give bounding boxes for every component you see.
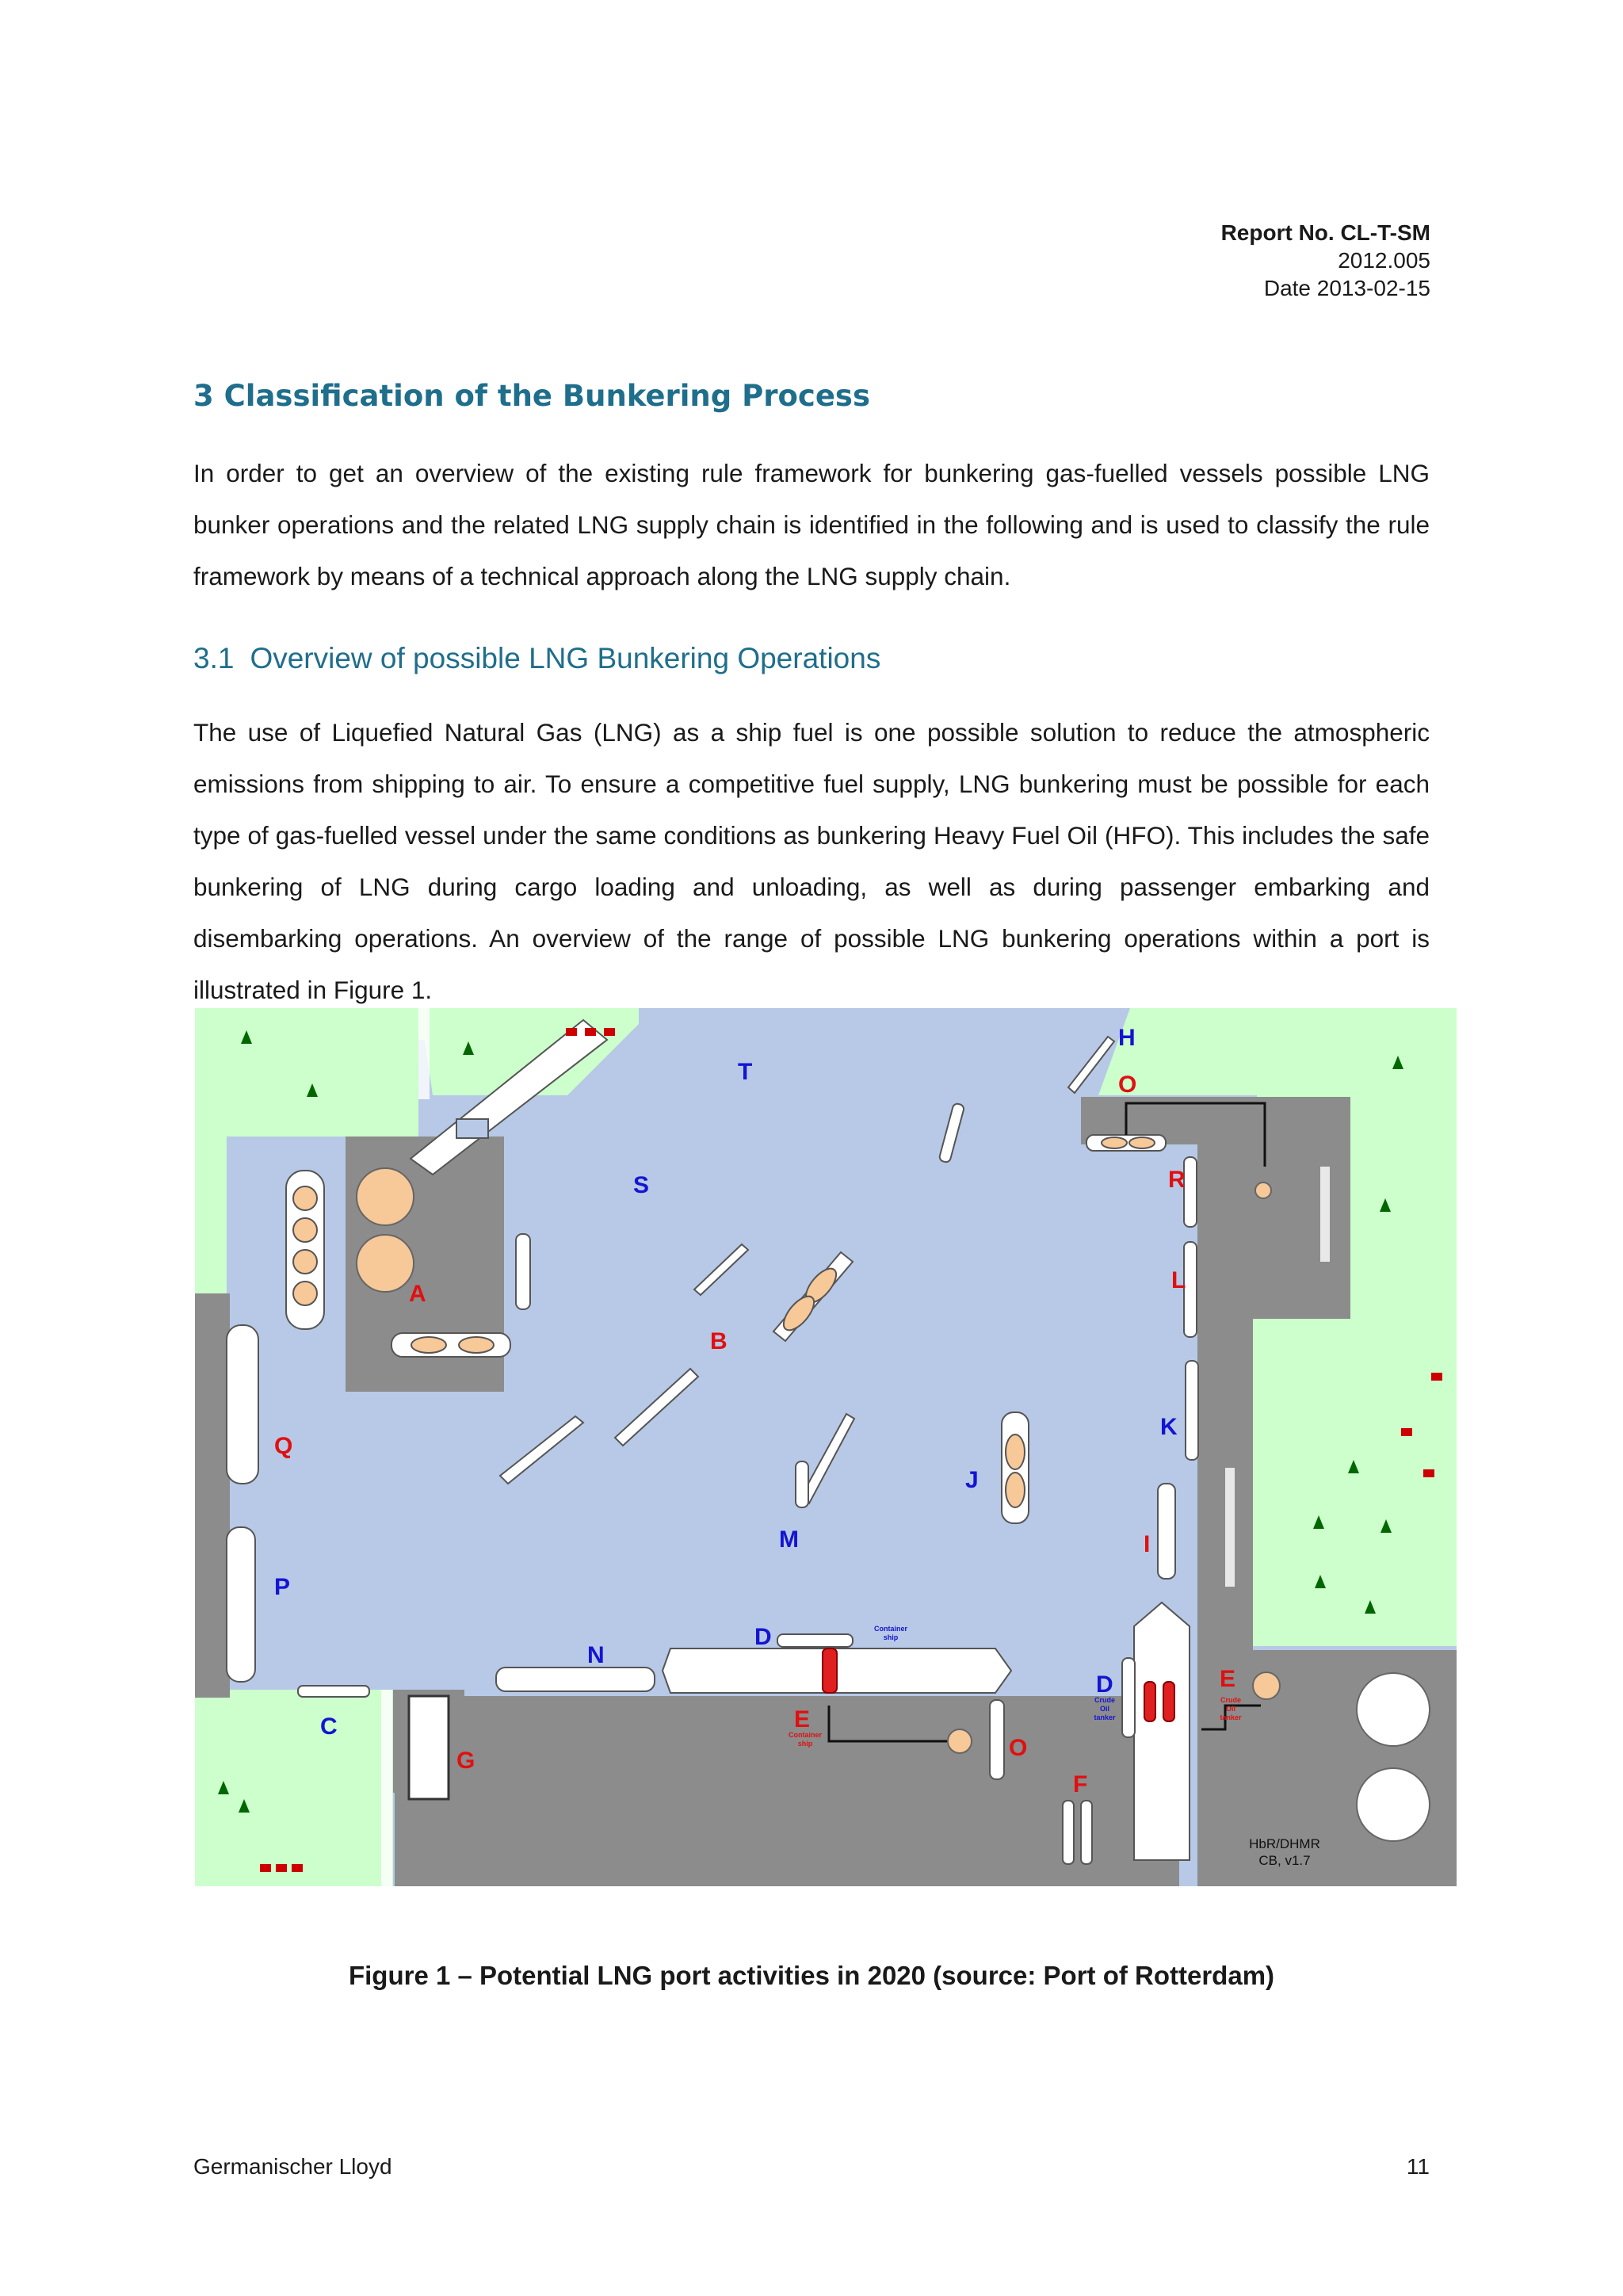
label-d-right: D bbox=[1096, 1671, 1113, 1698]
label-a: A bbox=[409, 1281, 426, 1307]
subsection-title bbox=[193, 642, 880, 675]
container-ship-bottom-line1: Container bbox=[788, 1731, 823, 1739]
road-right bbox=[1225, 1468, 1235, 1587]
crude-right-line2: Oil bbox=[1225, 1705, 1236, 1713]
bunker-vessel-m bbox=[796, 1461, 808, 1507]
land-right-mid bbox=[1249, 1317, 1457, 1646]
bunker-barge-o-bottom bbox=[990, 1700, 1004, 1779]
lng-truck-station-g bbox=[409, 1696, 449, 1799]
crude-oil-tanker bbox=[1134, 1603, 1190, 1860]
label-g: G bbox=[456, 1748, 475, 1774]
bunker-barge-o-top bbox=[1086, 1135, 1166, 1151]
ro-ro-ship-n bbox=[496, 1668, 655, 1691]
road-right-2 bbox=[1320, 1167, 1330, 1262]
label-t: T bbox=[738, 1059, 753, 1085]
lng-tank-o-bottom bbox=[948, 1729, 972, 1753]
lng-tank bbox=[357, 1168, 414, 1225]
crude-left-line2: Oil bbox=[1099, 1705, 1110, 1713]
crude-tank-e bbox=[1253, 1672, 1280, 1699]
page-number: 11 bbox=[1406, 2154, 1430, 2179]
barge-c bbox=[298, 1686, 369, 1697]
port-activities-figure bbox=[195, 1008, 1457, 1886]
label-n: N bbox=[587, 1642, 605, 1668]
label-p: P bbox=[274, 1574, 291, 1600]
label-e-mid: E bbox=[794, 1706, 811, 1733]
lng-tank-r bbox=[1255, 1182, 1271, 1198]
lng-vessel-j bbox=[1002, 1412, 1029, 1523]
label-d-mid: D bbox=[754, 1624, 772, 1650]
lng-carrier-terminal-a bbox=[286, 1171, 324, 1329]
report-date: Date 2013-02-15 bbox=[1263, 276, 1430, 300]
crude-right-line3: tanker bbox=[1220, 1713, 1242, 1721]
subsection-title-text: Overview of possible LNG Bunkering Operations bbox=[250, 642, 881, 674]
container-ship-top-line2: ship bbox=[883, 1633, 899, 1641]
label-r: R bbox=[1168, 1167, 1186, 1193]
label-b: B bbox=[710, 1328, 727, 1354]
label-f: F bbox=[1073, 1771, 1088, 1797]
container-ship-bottom-line2: ship bbox=[797, 1740, 813, 1748]
container-ship-top-line1: Container bbox=[873, 1625, 908, 1633]
figure-credit-line2: CB, v1.7 bbox=[1258, 1853, 1311, 1868]
lng-bunker-barge-d bbox=[777, 1634, 853, 1647]
ship-i bbox=[1158, 1484, 1175, 1579]
lng-tank bbox=[357, 1235, 414, 1292]
report-id: 2012.005 bbox=[1338, 248, 1430, 273]
ship-l bbox=[1184, 1242, 1197, 1337]
label-l: L bbox=[1171, 1267, 1186, 1293]
label-e-right: E bbox=[1220, 1666, 1236, 1692]
label-o-top: O bbox=[1118, 1072, 1137, 1098]
label-c: C bbox=[320, 1713, 338, 1740]
ship-p bbox=[227, 1527, 255, 1682]
bunker-vessel-a bbox=[391, 1333, 510, 1357]
label-m: M bbox=[779, 1526, 799, 1553]
report-header bbox=[1221, 219, 1430, 302]
section-intro-paragraph: In order to get an overview of the existing rule framework for bunkering gas-fuelled vessels possible LNG bunker operations and the related LNG supply chain is identified in the following and is used to classify the rule framework by means of a technical approach along the LNG supply chain. bbox=[193, 459, 1430, 590]
storage-dome bbox=[1357, 1768, 1430, 1841]
figure-credit-line1: HbR/DHMR bbox=[1249, 1836, 1320, 1851]
footer-company: Germanischer Lloyd bbox=[193, 2154, 392, 2179]
ship-k bbox=[1186, 1361, 1198, 1460]
road-top bbox=[418, 1008, 430, 1099]
quay-left-top bbox=[195, 1293, 227, 1492]
label-j: J bbox=[965, 1467, 979, 1493]
crude-left-line1: Crude bbox=[1094, 1696, 1116, 1704]
storage-dome bbox=[1357, 1673, 1430, 1746]
ship-q bbox=[227, 1325, 258, 1484]
label-h: H bbox=[1118, 1025, 1136, 1051]
label-o-bottom: O bbox=[1009, 1735, 1028, 1761]
subsection-paragraph: The use of Liquefied Natural Gas (LNG) as a ship fuel is one possible solution to reduce the atmospheric emissions from shipping to air. To ensure a competitive fuel supply, LNG bunkering must be possible for each type of gas-fuelled vessel under the same conditions as bunkering Heavy Fuel Oil (HFO). This includes the safe bunkering of LNG during cargo loading and unloading, as well as during passenger embarking and disembarking operations. An overview of the range of possible LNG bunkering operations within a port is illustrated in Figure 1. bbox=[193, 718, 1430, 1004]
ship-a-jetty bbox=[516, 1234, 530, 1309]
road-left bbox=[381, 1690, 392, 1886]
label-s: S bbox=[633, 1172, 650, 1198]
label-q: Q bbox=[274, 1433, 293, 1459]
crude-right-line1: Crude bbox=[1220, 1696, 1242, 1704]
crude-left-line3: tanker bbox=[1094, 1713, 1116, 1721]
bunker-barge-d-right bbox=[1122, 1658, 1135, 1737]
terminal-bottom bbox=[395, 1696, 1179, 1886]
report-number: Report No. CL-T-SM bbox=[1220, 220, 1430, 245]
subsection-number: 3.1 bbox=[193, 642, 235, 674]
ship-r bbox=[1184, 1157, 1197, 1227]
label-i: I bbox=[1144, 1531, 1151, 1557]
figure-caption: Figure 1 – Potential LNG port activities in 2020 (source: Port of Rotterdam) bbox=[348, 1961, 1275, 1990]
label-k: K bbox=[1160, 1414, 1178, 1440]
section-title: 3 Classification of the Bunkering Process bbox=[193, 379, 870, 413]
container-ship-d bbox=[663, 1648, 1011, 1693]
